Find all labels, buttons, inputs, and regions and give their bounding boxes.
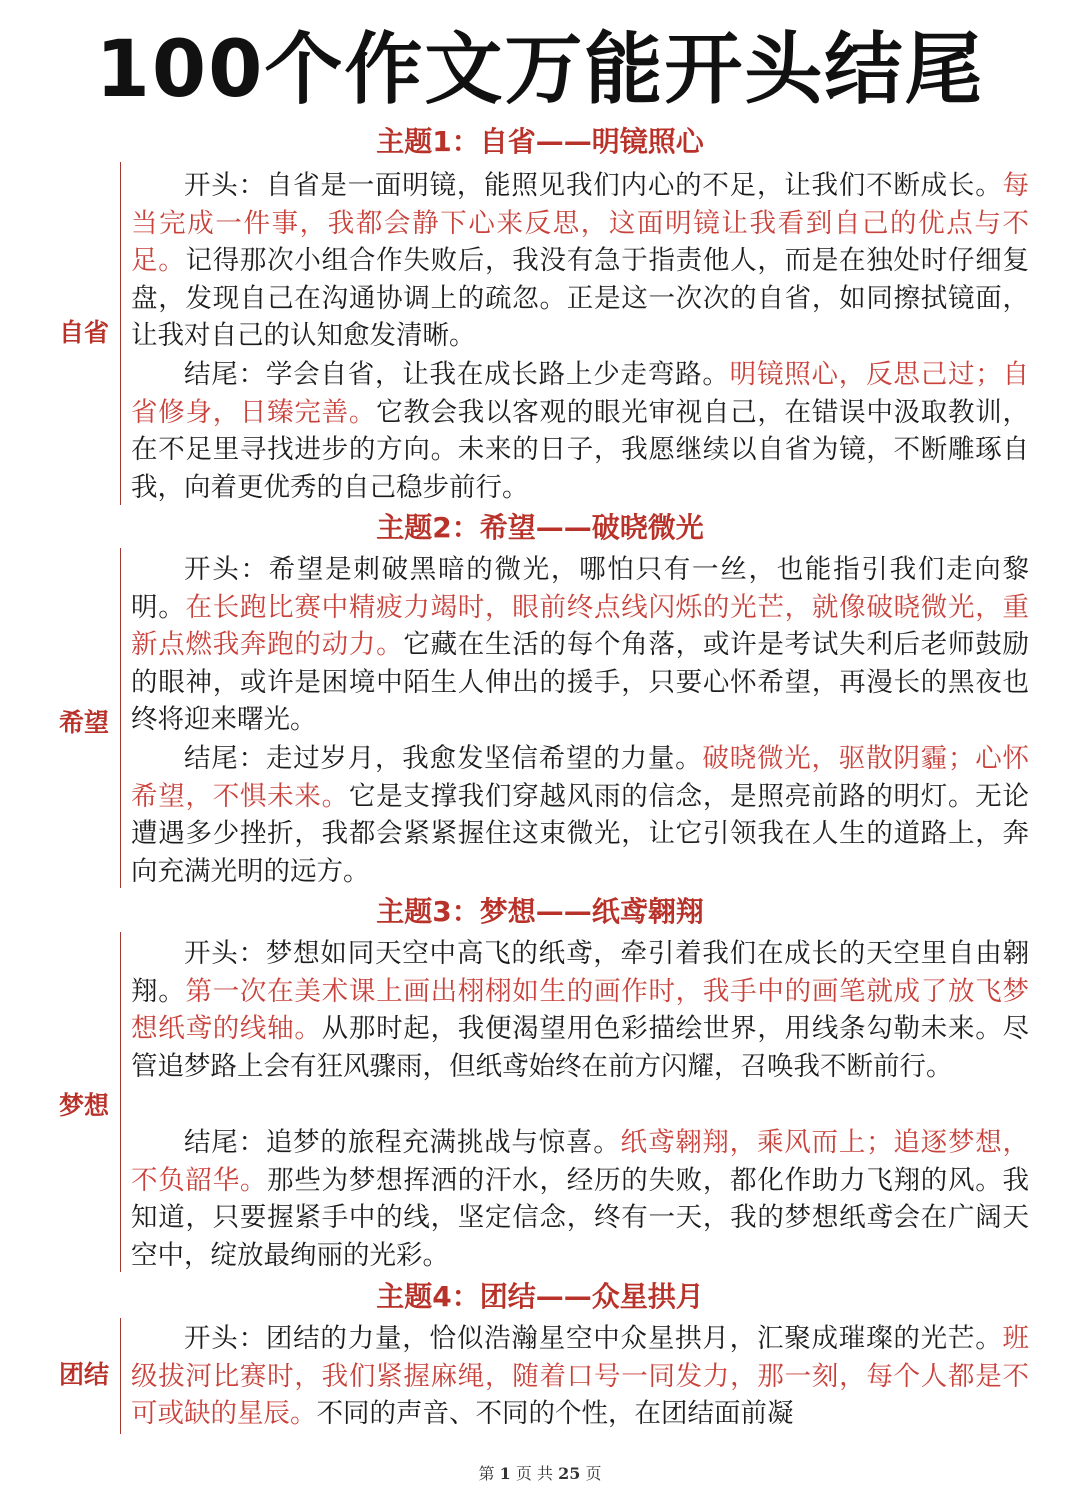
theme-3-opening-highlight: 第一次在美术课上画出栩栩如生的画作时，我手中的画笔就成了放飞梦想纸鸢的线轴。 [131,975,1029,1045]
theme-1-ending-highlight: 明镜照心，反思己过；自省修身，日臻完善。 [131,359,1029,428]
theme-heading-4: 主题4：团结——众星拱月 [376,1280,704,1313]
total-page-count: 25 [558,1464,581,1483]
theme-2-opening: 开头：希望是刺破黑暗的微光，哪怕只有一丝，也能指引我们走向黎明。在长跑比赛中精疲力竭时，眼前终点线闪烁的光芒，就像破晓微光，重新点燃我奔跑的动力。它藏在生活的每个角落，或许是考试失利后老师鼓励的眼神，或许是困境中陌生人伸出的援手，只要心怀希望，再漫长的黑夜也终将迎来曙光。 [131,554,1029,736]
theme-divider-line-2 [120,548,121,888]
theme-4-opening-highlight: 班级拔河比赛时，我们紧握麻绳，随着口号一同发力，那一刻，每个人都是不可或缺的星辰。 [131,1323,1029,1430]
theme-2-opening-highlight: 在长跑比赛中精疲力竭时，眼前终点线闪烁的光芒，就像破晓微光，重新点燃我奔跑的动力。 [131,591,1029,661]
current-page-number: 1 [499,1464,511,1483]
theme-1-opening: 开头：自省是一面明镜，能照见我们内心的不足，让我们不断成长。每当完成一件事，我都会静下心来反思，这面明镜让我看到自己的优点与不足。记得那次小组合作失败后，我没有急于指责他人，而是在独处时仔细复盘，发现自己在沟通协调上的疏忽。正是这一次次的自省，如同擦拭镜面，让我对自己的认知愈发清晰。 [131,170,1029,352]
theme-1-ending: 结尾：学会自省，让我在成长路上少走弯路。明镜照心，反思己过；自省修身，日臻完善。它教会我以客观的眼光审视自己，在错误中汲取教训，在不足里寻找进步的方向。未来的日子，我愿继续以自省为镜，不断雕琢自我，向着更优秀的自己稳步前行。 [131,359,1029,503]
theme-side-label-2: 希望 [58,708,109,737]
theme-heading-2: 主题2：希望——破晓微光 [376,511,704,544]
theme-3-ending-highlight: 纸鸢翱翔，乘风而上；追逐梦想，不负韶华。 [131,1127,1029,1196]
theme-side-label-1: 自省 [58,318,109,347]
theme-4-opening: 开头：团结的力量，恰似浩瀚星空中众星拱月，汇聚成璀璨的光芒。班级拔河比赛时，我们紧握麻绳，随着口号一同发力，那一刻，每个人都是不可或缺的星辰。不同的声音、不同的个性，在团结面前凝 [131,1323,1029,1430]
theme-side-label-3: 梦想 [58,1091,109,1120]
theme-3-ending: 结尾：追梦的旅程充满挑战与惊喜。纸鸢翱翔，乘风而上；追逐梦想，不负韶华。那些为梦想挥洒的汗水，经历的失败，都化作助力飞翔的风。我知道，只要握紧手中的线，坚定信念，终有一天，我的梦想纸鸢会在广阔天空中，绽放最绚丽的光彩。 [131,1127,1029,1271]
document-title: 100个作文万能开头结尾 [95,25,985,115]
theme-2-ending-highlight: 破晓微光，驱散阴霾；心怀希望，不惧未来。 [131,743,1029,812]
theme-divider-line-1 [120,162,121,505]
theme-side-label-4: 团结 [58,1360,109,1389]
theme-1-opening-highlight: 每当完成一件事，我都会静下心来反思，这面明镜让我看到自己的优点与不足。 [131,170,1029,277]
theme-divider-line-4 [120,1318,121,1434]
theme-3-opening: 开头：梦想如同天空中高飞的纸鸢，牵引着我们在成长的天空里自由翱翔。第一次在美术课上画出栩栩如生的画作时，我手中的画笔就成了放飞梦想纸鸢的线轴。从那时起，我便渴望用色彩描绘世界，用线条勾勒未来。尽管追梦路上会有狂风骤雨，但纸鸢始终在前方闪耀，召唤我不断前行。 [131,938,1029,1082]
theme-heading-3: 主题3：梦想——纸鸢翱翔 [376,895,704,928]
page-footer: 第 1 页 共 25 页 [478,1464,602,1483]
theme-divider-line-3 [120,932,121,1272]
theme-heading-1: 主题1：自省——明镜照心 [376,125,704,158]
theme-2-ending: 结尾：走过岁月，我愈发坚信希望的力量。破晓微光，驱散阴霾；心怀希望，不惧未来。它是支撑我们穿越风雨的信念，是照亮前路的明灯。无论遭遇多少挫折，我都会紧紧握住这束微光，让它引领我在人生的道路上，奔向充满光明的远方。 [131,743,1029,887]
